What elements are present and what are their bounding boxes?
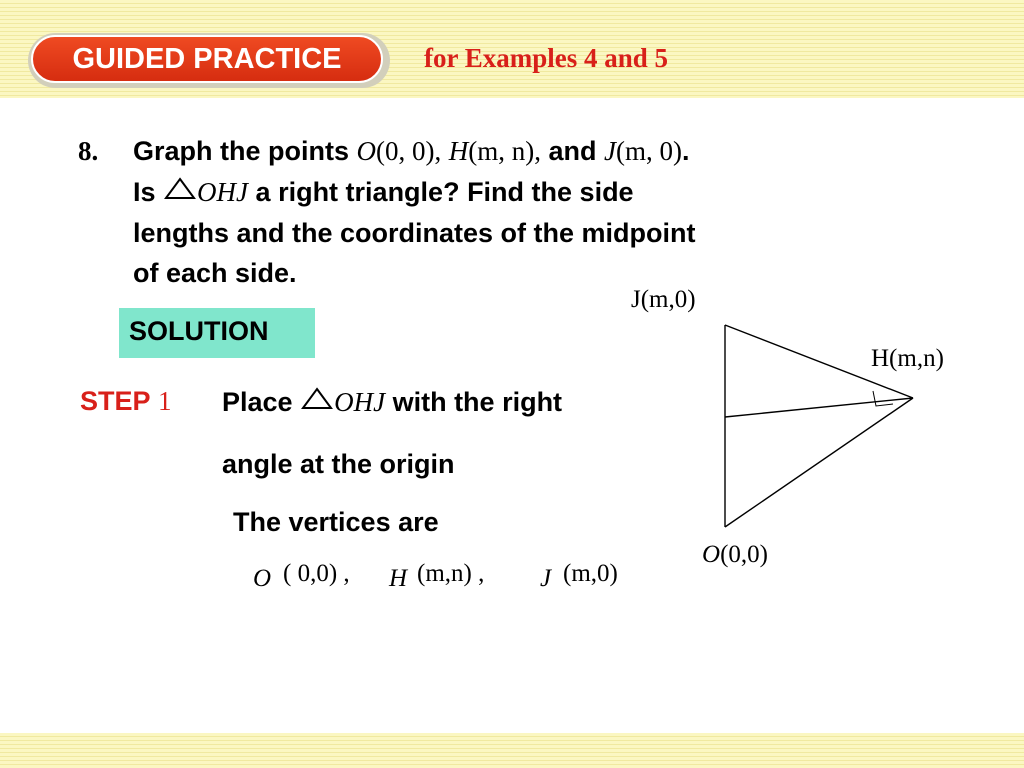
question-line-4: of each side. [133,258,297,288]
vertex-h-coord: (m,n) , [417,560,485,587]
point-j-label: J [604,136,617,166]
question-period: . [682,136,690,166]
step-word: STEP [80,386,151,416]
question-line-3: lengths and the coordinates of the midpoint [133,218,696,248]
label-o-letter: O [702,541,721,568]
examples-reference: for Examples 4 and 5 [424,43,669,73]
triangle-name: OHJ [334,387,386,417]
point-h-args: (m, n), [468,136,541,166]
label-o-coord: (0,0) [720,541,768,568]
right-angle-marker [873,391,893,406]
triangle-name: OHJ [197,177,249,207]
question-number: 8. [78,136,99,166]
question-and: and [548,136,597,166]
point-o-label: O [356,136,377,166]
question-text: a right triangle? Find the side [255,177,634,207]
guided-practice-label: GUIDED PRACTICE [72,43,342,75]
point-h-label: H [448,136,469,166]
label-o [702,541,768,569]
question-is: Is [133,177,156,207]
point-j-args: (m, 0) [616,136,683,166]
point-o-args: (0, 0), [376,136,442,166]
step-line-2: angle at the origin [222,449,455,479]
vertex-h-label: H [389,565,408,592]
label-j: J(m,0) [631,286,696,313]
vertex-j-coord: (m,0) [563,560,618,587]
step-text: with the right [392,387,563,417]
vertex-o-coord: ( 0,0) , [283,560,350,587]
step-number: 1 [158,386,172,416]
side-oh [725,398,913,527]
step-line-3: The vertices are [233,507,439,537]
question-text: Graph the points [133,136,349,166]
vertex-o-label: O [253,565,272,592]
step-text: Place [222,387,293,417]
vertex-j-label: J [540,565,552,592]
altitude-line [725,398,913,417]
label-h: H(m,n) [871,345,944,372]
solution-label: SOLUTION [129,316,269,346]
